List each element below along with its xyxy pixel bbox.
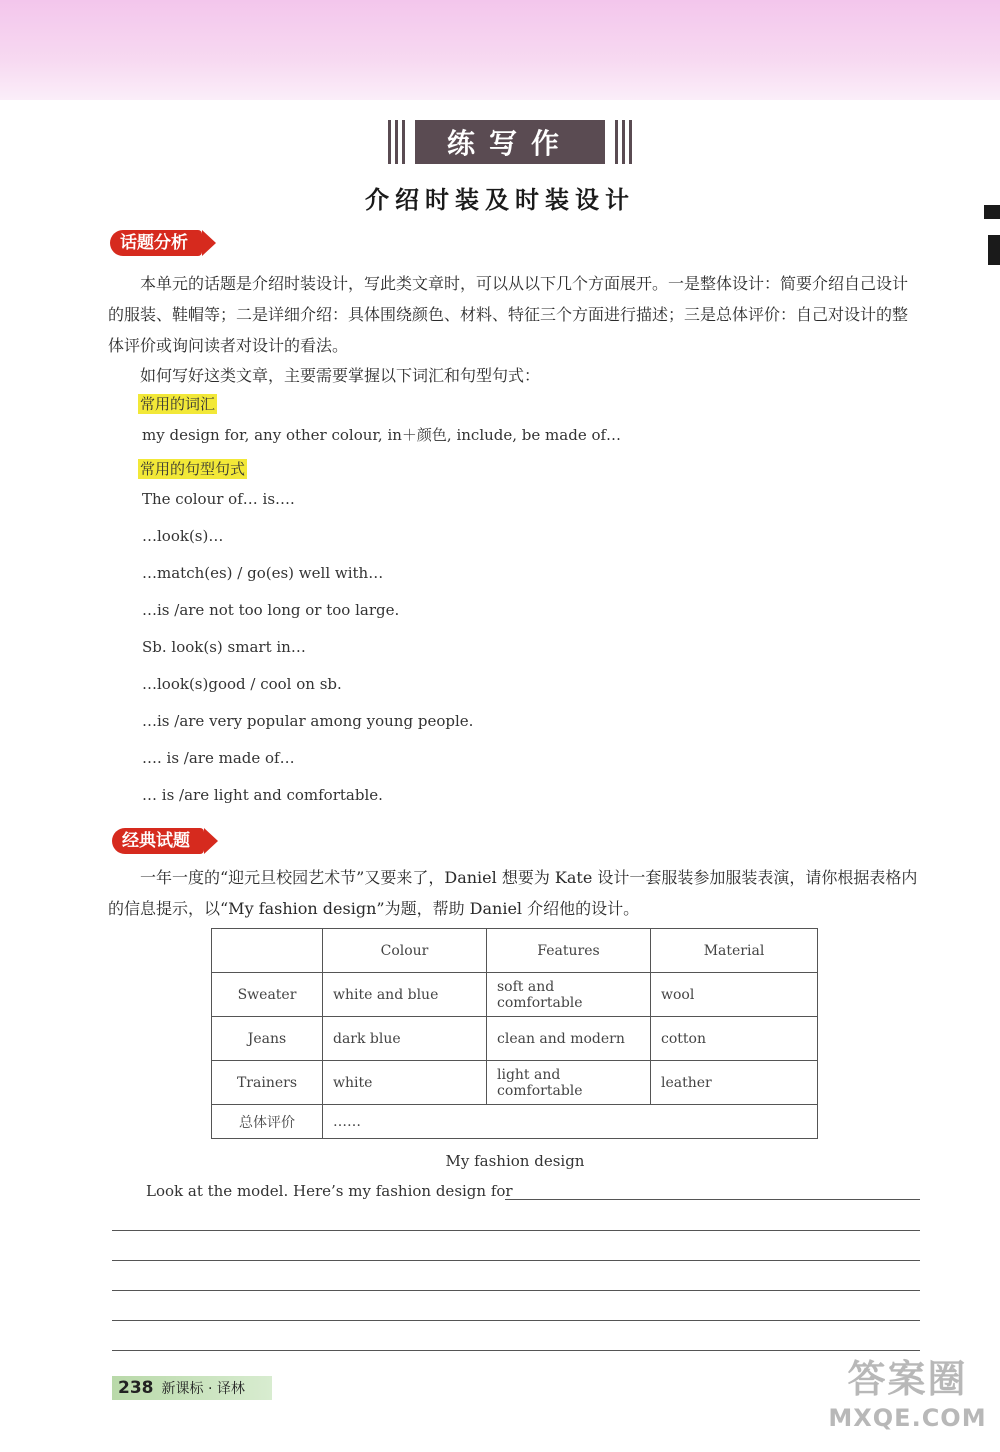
banner-right-bars: [615, 120, 632, 164]
table-cell: cotton: [651, 1017, 818, 1061]
table-cell: Sweater: [212, 973, 323, 1017]
writing-line: [112, 1230, 920, 1231]
writing-line: [112, 1350, 920, 1351]
writing-line: [505, 1199, 920, 1200]
table-cell: light and comfortable: [487, 1061, 651, 1105]
table-header-row: [212, 929, 818, 973]
table-header-cell: [212, 929, 323, 973]
page-number: 238: [118, 1378, 154, 1398]
banner-label: 练写作: [415, 120, 605, 164]
table-header-cell: Colour: [323, 929, 487, 973]
vocab-label: 常用的词汇: [140, 395, 216, 413]
page-edge-mark: [988, 235, 1000, 265]
table-cell: white: [323, 1061, 487, 1105]
top-color-band: [0, 0, 1000, 100]
summary-value-cell: ……: [323, 1105, 818, 1139]
writing-line: [112, 1290, 920, 1291]
info-table: [211, 928, 818, 1139]
table-cell: leather: [651, 1061, 818, 1105]
watermark-logo: [820, 1355, 995, 1445]
watermark-en: MXQE.COM: [828, 1404, 987, 1432]
sentence-pattern: …look(s)…: [142, 527, 224, 545]
sentence-pattern: …look(s)good / cool on sb.: [142, 675, 342, 693]
sentence-pattern: The colour of… is….: [142, 490, 295, 508]
sentence-pattern: …is /are not too long or too large.: [142, 601, 400, 619]
table-cell: Trainers: [212, 1061, 323, 1105]
table-cell: clean and modern: [487, 1017, 651, 1061]
topic-paragraph: 本单元的话题是介绍时装设计，写此类文章时，可以从以下几个方面展开。一是整体设计：简要介绍自己设计的服装、鞋帽等；二是详细介绍：具体围绕颜色、材料、特征三个方面进行描述；三是总体评价：自己对设计的整体评价或询问读者对设计的看法。: [108, 274, 909, 355]
question-prompt: 一年一度的“迎元旦校园艺术节”又要来了，Daniel 想要为 Kate 设计一套服装参加服装表演，请你根据表格内的信息提示，以“My fashion design”为题，帮助 Daniel 介绍他的设计。: [108, 868, 918, 918]
sentence-pattern: …match(es) / go(es) well with…: [142, 564, 384, 582]
sentence-pattern: …. is /are made of…: [142, 749, 295, 767]
table-header-cell: Features: [487, 929, 651, 973]
topic-paragraph-2: 如何写好这类文章，主要需要掌握以下词汇和句型句式：: [140, 366, 541, 385]
table-summary-row: [212, 1105, 818, 1139]
writing-line: [112, 1320, 920, 1321]
page-title: 介绍时装及时装设计: [365, 186, 635, 214]
table-cell: dark blue: [323, 1017, 487, 1061]
table-cell: soft and comfortable: [487, 973, 651, 1017]
sentences-label: 常用的句型句式: [140, 460, 246, 478]
essay-starter: Look at the model. Here’s my fashion design for: [146, 1182, 513, 1200]
sentence-pattern: Sb. look(s) smart in…: [142, 638, 306, 656]
sentence-pattern: … is /are light and comfortable.: [142, 786, 383, 804]
banner-left-bars: [388, 120, 405, 164]
table-header-cell: Material: [651, 929, 818, 973]
table-cell: wool: [651, 973, 818, 1017]
page-footer: [112, 1376, 272, 1400]
table-row: [212, 1017, 818, 1061]
summary-label-cell: 总体评价: [212, 1105, 323, 1139]
series-name: 新课标 · 译林: [161, 1381, 245, 1397]
topic-analysis-tag: 话题分析: [110, 230, 202, 256]
section-banner: [385, 120, 635, 164]
classic-question-tag: 经典试题: [112, 828, 204, 854]
table-cell: Jeans: [212, 1017, 323, 1061]
table-cell: white and blue: [323, 973, 487, 1017]
table-row: [212, 973, 818, 1017]
sentence-pattern: …is /are very popular among young people.: [142, 712, 474, 730]
vocab-list: my design for, any other colour, in＋颜色, include, be made of…: [142, 426, 622, 444]
page-edge-mark: [984, 205, 1000, 219]
watermark-cn: 答案圈: [847, 1357, 968, 1401]
table-row: [212, 1061, 818, 1105]
essay-title: My fashion design: [445, 1152, 585, 1170]
writing-line: [112, 1260, 920, 1261]
